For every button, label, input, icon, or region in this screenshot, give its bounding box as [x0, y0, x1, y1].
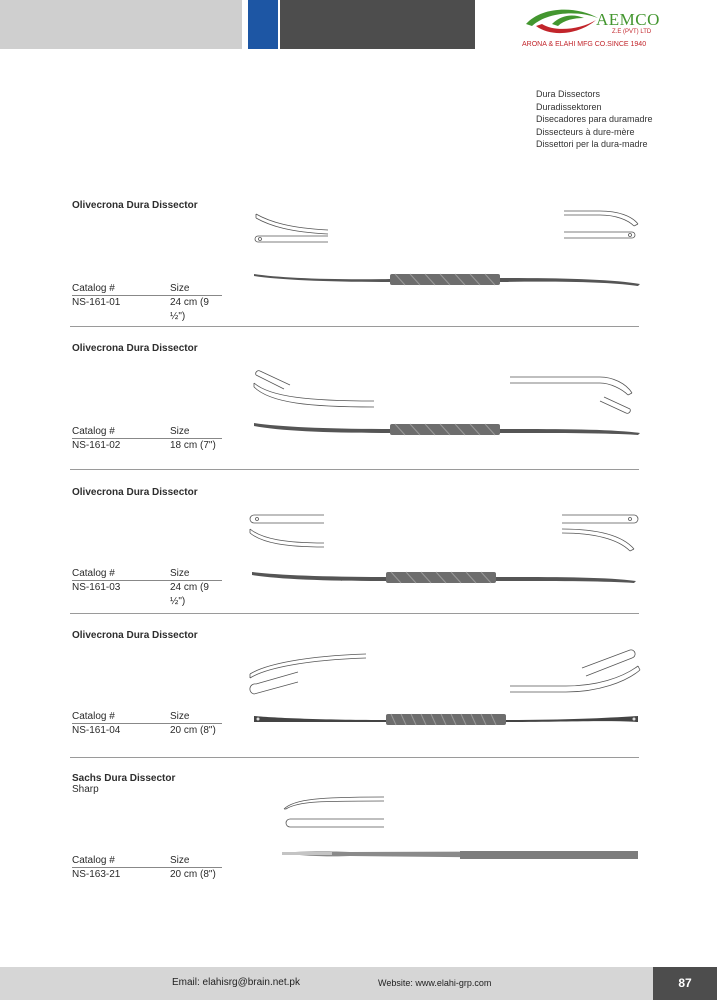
section-divider — [70, 613, 639, 614]
catalog-table — [72, 567, 222, 607]
header-bar-light — [0, 0, 242, 49]
header-bar-blue — [248, 0, 278, 49]
product-name: Olivecrona Dura Dissector — [72, 487, 198, 498]
footer-email[interactable]: Email: elahisrg@brain.net.pk — [172, 977, 300, 988]
product-section — [0, 773, 717, 916]
catalog-row — [72, 868, 222, 882]
category-titles — [536, 88, 653, 151]
catalog-number: NS-161-01 — [72, 297, 121, 308]
product-size: 20 cm (8") — [170, 869, 216, 880]
instrument-illustration — [250, 363, 645, 443]
catalog-row — [72, 439, 222, 453]
catalog-table-header — [72, 282, 222, 296]
catalog-header-label: Catalog # — [72, 283, 115, 294]
catalog-header-label: Catalog # — [72, 568, 115, 579]
footer — [0, 967, 717, 1000]
footer-website[interactable]: Website: www.elahi-grp.com — [378, 978, 492, 988]
size-header-label: Size — [170, 711, 190, 722]
size-header-label: Size — [170, 283, 190, 294]
size-header-label: Size — [170, 568, 190, 579]
leaf-logo-icon — [522, 4, 602, 40]
catalog-number: NS-161-02 — [72, 440, 121, 451]
catalog-table — [72, 710, 222, 738]
logo-tagline: ARONA & ELAHI MFG CO.SINCE 1940 — [522, 41, 647, 48]
catalog-table — [72, 425, 222, 453]
catalog-table — [72, 282, 222, 322]
catalog-header-label: Catalog # — [72, 426, 115, 437]
size-header-label: Size — [170, 855, 190, 866]
catalog-number: NS-163-21 — [72, 869, 121, 880]
instrument-illustration — [250, 208, 645, 298]
page-number: 87 — [653, 967, 717, 1000]
instrument-illustration — [246, 511, 641, 591]
product-subtitle: Sharp — [72, 784, 99, 795]
product-name: Olivecrona Dura Dissector — [72, 630, 198, 641]
catalog-header-label: Catalog # — [72, 855, 115, 866]
catalog-header-label: Catalog # — [72, 711, 115, 722]
catalog-table-header — [72, 425, 222, 439]
company-logo — [522, 4, 662, 50]
product-name: Olivecrona Dura Dissector — [72, 200, 198, 211]
catalog-row — [72, 581, 222, 607]
instrument-illustration — [280, 791, 642, 866]
logo-subtitle: Z.E (PVT) LTD — [612, 29, 652, 35]
catalog-number: NS-161-03 — [72, 582, 121, 593]
section-divider — [70, 469, 639, 470]
catalog-number: NS-161-04 — [72, 725, 121, 736]
catalog-table-header — [72, 567, 222, 581]
product-size: 18 cm (7") — [170, 440, 216, 451]
catalog-row — [72, 724, 222, 738]
product-name: Olivecrona Dura Dissector — [72, 343, 198, 354]
product-size: 24 cm (9 ½") — [170, 297, 209, 322]
section-divider — [70, 757, 639, 758]
category-title-de: Duradissektoren — [536, 101, 602, 112]
catalog-table-header — [72, 710, 222, 724]
product-name: Sachs Dura Dissector — [72, 773, 176, 784]
category-title-en: Dura Dissectors — [536, 89, 601, 99]
catalog-table-header — [72, 854, 222, 868]
size-header-label: Size — [170, 426, 190, 437]
category-title-it: Dissettori per la dura-madre — [536, 139, 648, 149]
instrument-illustration — [246, 644, 641, 734]
product-size: 20 cm (8") — [170, 725, 216, 736]
logo-name: AEMCO — [596, 10, 660, 29]
category-title-es: Disecadores para duramadre — [536, 114, 653, 124]
section-divider — [70, 326, 639, 327]
product-section — [0, 630, 717, 773]
product-section — [0, 343, 717, 486]
product-section — [0, 487, 717, 630]
product-size: 24 cm (9 ½") — [170, 582, 209, 607]
header-bar-dark — [280, 0, 475, 49]
product-section — [0, 200, 717, 343]
catalog-row — [72, 296, 222, 322]
catalog-table — [72, 854, 222, 882]
category-title-fr: Dissecteurs à dure-mère — [536, 126, 635, 137]
